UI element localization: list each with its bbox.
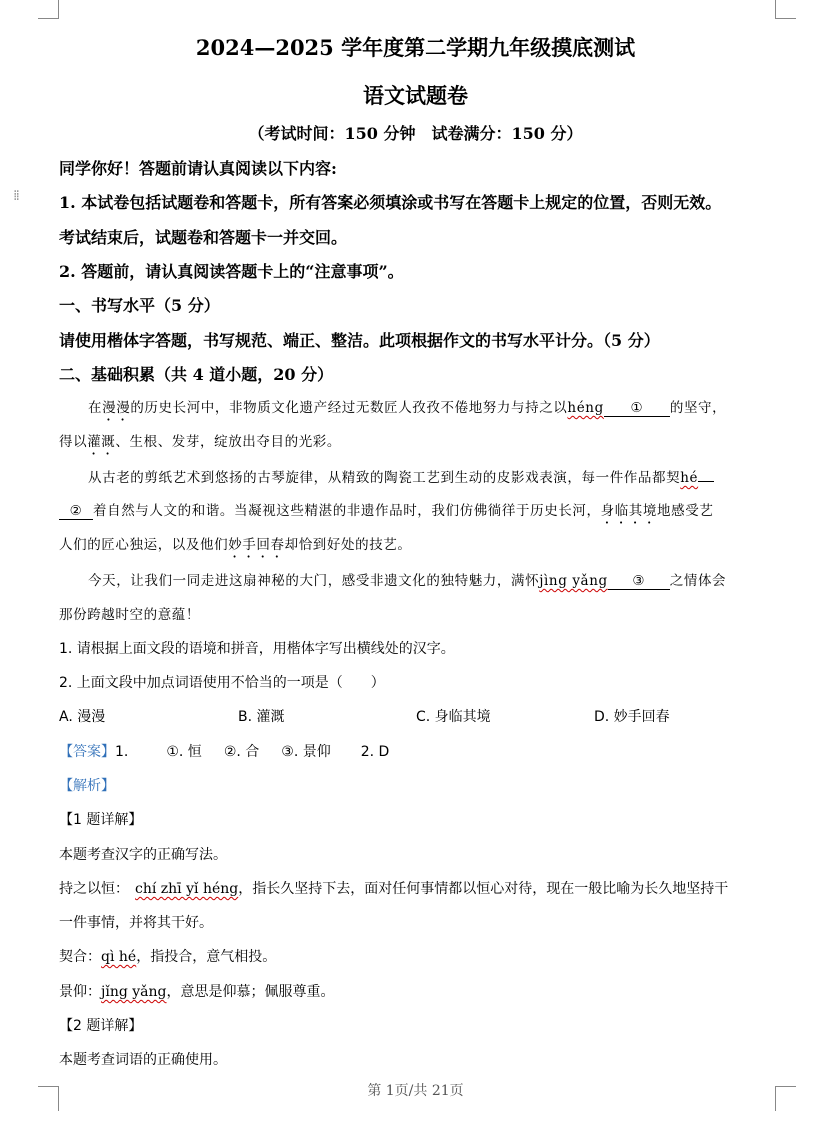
question-1: 1. 请根据上面文段的语境和拼音，用楷体字写出横线处的汉字。: [59, 641, 455, 657]
word1-explanation: 持之以恒： chí zhī yǐ héng，指长久坚持下去，面对任何事情都以恒心对待，现在一般比喻为长久地坚持干: [59, 881, 729, 897]
passage-p1-line2: 得以灌溉、生根、发芽，绽放出夺目的光彩。: [59, 434, 342, 450]
crop-mark-top-left: [38, 0, 59, 19]
analysis-label: 【解析】: [59, 778, 115, 794]
pinyin-qihe: qì hé: [101, 949, 137, 965]
subject-title: 语文试题卷: [363, 83, 468, 108]
question-2: 2. 上面文段中加点词语使用不恰当的一项是（ ）: [59, 675, 385, 691]
option-b[interactable]: B. 灌溉: [238, 709, 285, 725]
word2-explanation: 契合：qì hé，指投合，意气相投。: [59, 949, 277, 965]
word1-explanation-cont: 一件事情，并将其干好。: [59, 915, 213, 931]
answer-line: 【答案】1. ①. 恒 ②. 合 ③. 景仰 2. D: [59, 744, 390, 760]
blank-3[interactable]: ③: [608, 573, 670, 590]
option-c[interactable]: C. 身临其境: [416, 709, 491, 725]
page-number: 第 1页/共 21页: [367, 1083, 464, 1099]
passage-p2-line3: 人们的匠心独运，以及他们妙手回春却恰到好处的技艺。: [59, 537, 412, 553]
section1-heading: 一、书写水平（5 分）: [59, 296, 220, 315]
passage-p3-line1: 今天，让我们一同走进这扇神秘的大门，感受非遗文化的独特魅力，满怀jìng yǎng ③ 之情体会: [88, 573, 727, 589]
detail-1-title: 【1 题详解】: [59, 812, 143, 828]
option-d[interactable]: D. 妙手回春: [594, 709, 670, 725]
notice-item-1-cont: 考试结束后，试题卷和答题卡一并交回。: [59, 228, 348, 247]
notice-greeting: 同学你好！答题前请认真阅读以下内容:: [59, 159, 337, 178]
pinyin-chizhiyiheng: chí zhī yǐ héng: [135, 881, 239, 897]
drag-handle-icon[interactable]: ⁞⁞: [13, 188, 18, 204]
answer-label: 【答案】: [59, 744, 115, 760]
dotted-word-guangai: 灌溉: [87, 434, 116, 450]
passage-p2-line2: ② 着自然与人文的和谐。当凝视这些精湛的非遗作品时，我们仿佛徜徉于历史长河，身临其境地感受艺: [59, 499, 713, 527]
notice-item-1: 1. 本试卷包括试题卷和答题卡，所有答案必须填涂或书写在答题卡上规定的位置，否则无效。: [59, 193, 722, 212]
detail-1-intro: 本题考查汉字的正确写法。: [59, 847, 227, 863]
dotted-word-shenlinqijing: 身临其境: [600, 503, 658, 519]
passage-p3-line2: 那份跨越时空的意蕴！: [59, 607, 200, 623]
dotted-word-miaoshouhuichun: 妙手回春: [228, 537, 285, 553]
passage-p1-line1: 在漫漫的历史长河中，非物质文化遗产经过无数匠人孜孜不倦地努力与持之以héng ① 的坚守，: [88, 400, 727, 416]
section1-text: 请使用楷体字答题，书写规范、端正、整洁。此项根据作文的书写水平计分。（5 分）: [59, 331, 660, 350]
exam-info: （考试时间：150 分钟 试卷满分：150 分）: [248, 124, 583, 143]
pinyin-heng: héng: [567, 400, 604, 416]
section2-heading: 二、基础积累（共 4 道小题，20 分）: [59, 365, 334, 384]
pinyin-jingyang: jìng yǎng: [539, 573, 608, 589]
pinyin-he: hé: [680, 470, 699, 486]
dotted-word-manman: 漫漫: [102, 400, 131, 416]
exam-title: 2024—2025 学年度第二学期九年级摸底测试: [195, 35, 636, 60]
crop-mark-top-right: [775, 0, 796, 19]
word3-explanation: 景仰：jǐng yǎng，意思是仰慕；佩服尊重。: [59, 984, 335, 1000]
notice-item-2: 2. 答题前，请认真阅读答题卡上的“注意事项”。: [59, 262, 404, 281]
detail-2-title: 【2 题详解】: [59, 1018, 143, 1034]
blank-1[interactable]: ①: [604, 400, 670, 417]
option-a[interactable]: A. 漫漫: [59, 709, 106, 725]
blank-2[interactable]: ②: [59, 503, 93, 520]
passage-p2-line1: 从古老的剪纸艺术到悠扬的古琴旋律，从精致的陶瓷工艺到生动的皮影戏表演，每一件作品都契hé: [88, 466, 714, 486]
detail-2-intro: 本题考查词语的正确使用。: [59, 1052, 227, 1068]
pinyin-jingyang-2: jǐng yǎng: [101, 984, 167, 1000]
